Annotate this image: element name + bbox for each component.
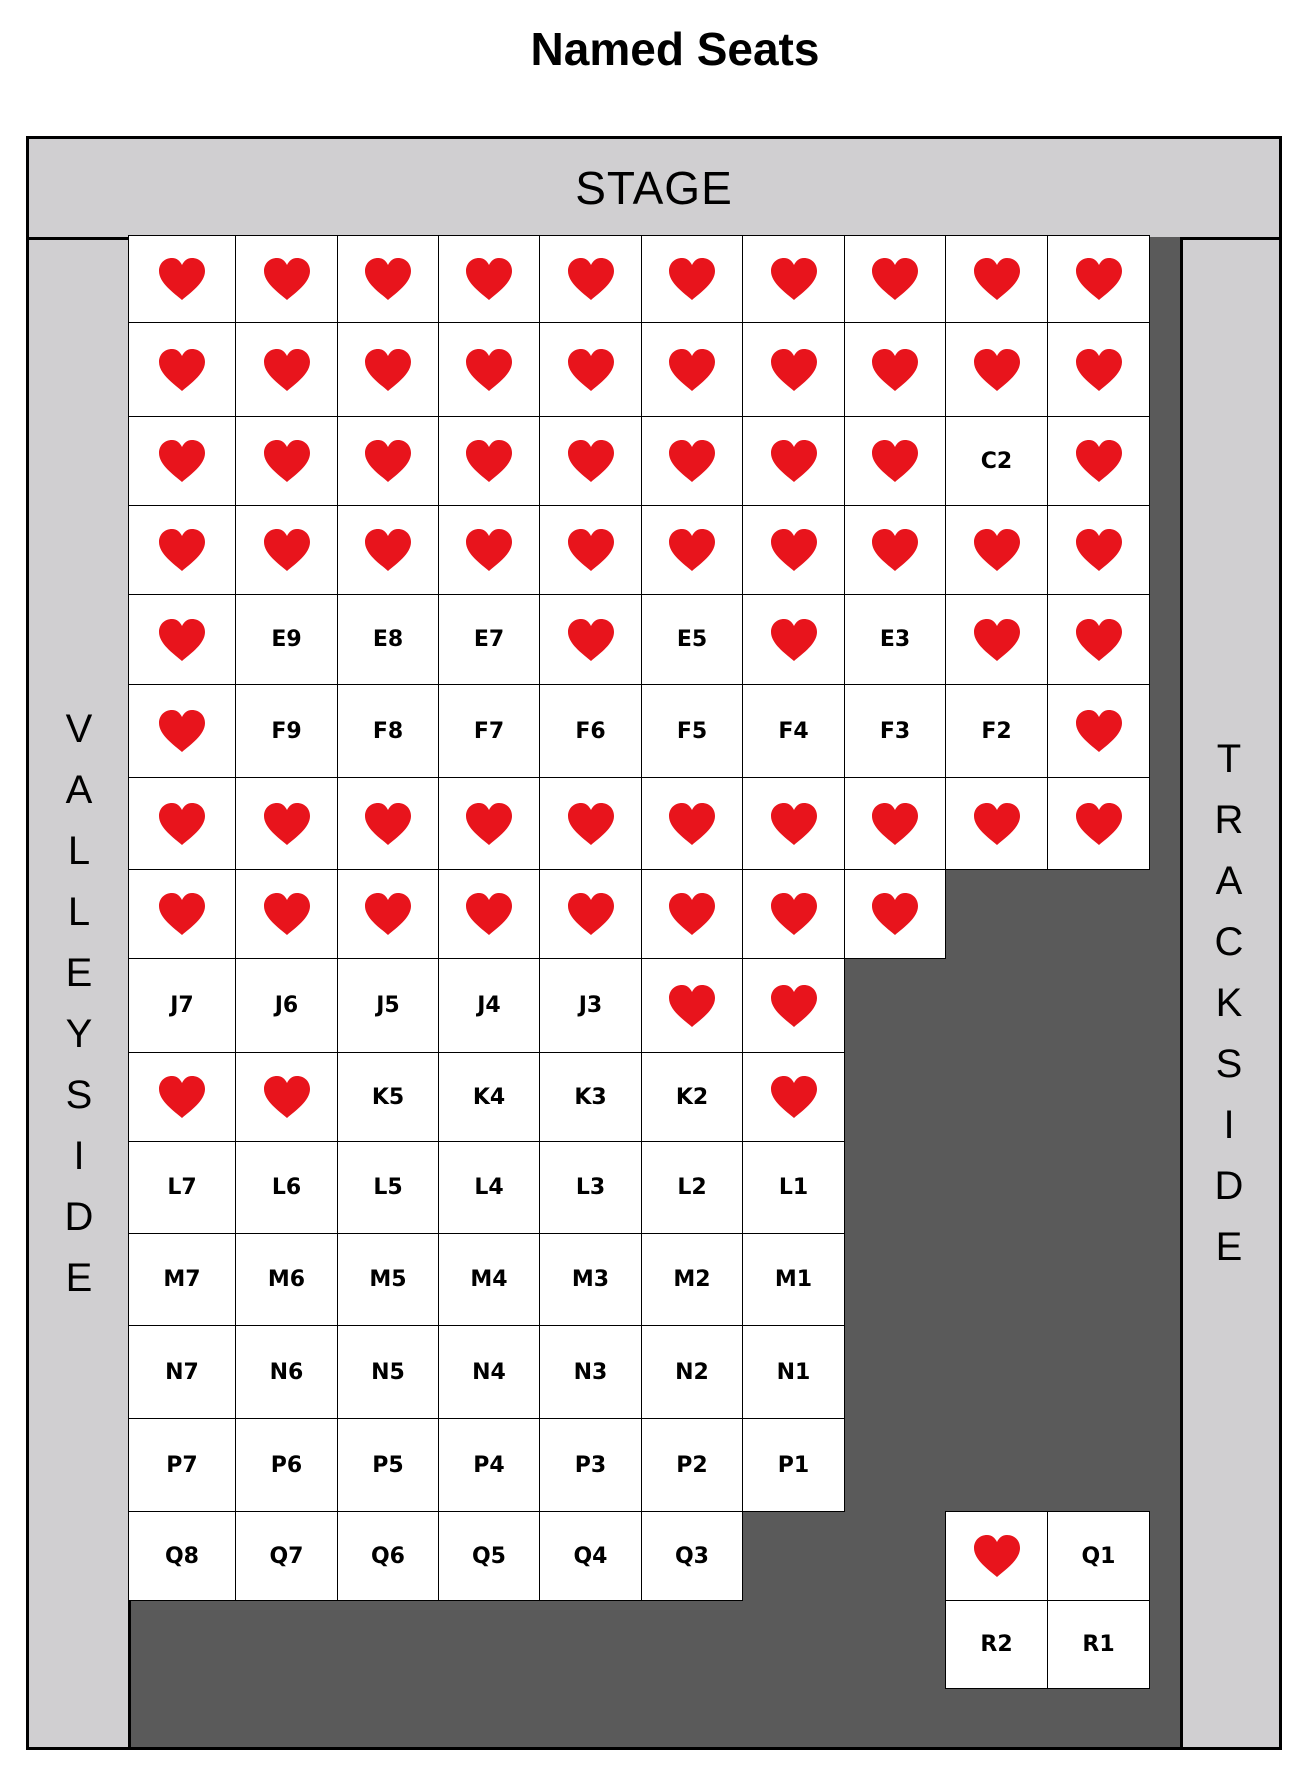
side-letter: R <box>1214 798 1244 842</box>
side-letter: Y <box>65 1012 93 1056</box>
heart-icon <box>768 1074 820 1120</box>
seat-label: L2 <box>677 1175 707 1200</box>
heart-icon <box>971 347 1023 393</box>
side-letter: A <box>1215 859 1243 903</box>
seat-label: P5 <box>372 1452 404 1478</box>
seat-named-D-10[interactable] <box>1047 505 1150 595</box>
seat-label: E9 <box>271 627 302 652</box>
heart-icon <box>768 891 820 937</box>
seat-named-A-6[interactable] <box>641 235 743 323</box>
heart-icon <box>666 256 718 302</box>
seat-named-C-4[interactable] <box>438 416 540 506</box>
seat-label: K4 <box>472 1084 506 1110</box>
seat-available[interactable] <box>438 1325 540 1419</box>
seat-named-K-2[interactable] <box>235 1052 338 1142</box>
seat-named-A-3[interactable] <box>337 235 439 323</box>
heart-icon <box>565 891 617 937</box>
seat-available[interactable] <box>641 594 743 685</box>
seat-label: L6 <box>271 1175 302 1200</box>
seat-named-C-3[interactable] <box>337 416 439 506</box>
seat-named-F-10[interactable] <box>1047 684 1150 778</box>
seat-named-D-1[interactable] <box>128 505 236 595</box>
seat-available[interactable] <box>742 1418 845 1512</box>
seat-named-B-3[interactable] <box>337 322 439 417</box>
seat-label: J7 <box>170 993 194 1018</box>
seat-named-C-5[interactable] <box>539 416 642 506</box>
seat-available[interactable] <box>235 684 338 778</box>
heart-icon <box>362 801 414 847</box>
heart-icon <box>971 617 1023 663</box>
seat-available[interactable] <box>235 1418 338 1512</box>
seat-available[interactable] <box>438 1233 540 1326</box>
seat-label: K3 <box>574 1084 607 1110</box>
seat-label: M5 <box>369 1267 407 1292</box>
side-letter: C <box>1214 920 1244 964</box>
side-letter: T <box>1216 737 1242 781</box>
heart-icon <box>869 347 921 393</box>
seat-available[interactable] <box>539 1052 642 1142</box>
heart-icon <box>1073 527 1125 573</box>
seat-label: Q6 <box>370 1543 405 1569</box>
heart-icon <box>156 347 208 393</box>
seat-named-A-4[interactable] <box>438 235 540 323</box>
heart-icon <box>666 347 718 393</box>
heart-icon <box>362 347 414 393</box>
seat-named-H-8[interactable] <box>844 869 946 959</box>
seat-label: Q5 <box>471 1543 506 1569</box>
side-letter: A <box>65 768 93 812</box>
seat-available[interactable] <box>337 958 439 1053</box>
seat-named-E-9[interactable] <box>945 594 1048 685</box>
seat-label: Q3 <box>674 1543 709 1569</box>
heart-icon <box>463 256 515 302</box>
heart-icon <box>869 256 921 302</box>
seat-named-B-9[interactable] <box>945 322 1048 417</box>
seat-named-G-2[interactable] <box>235 777 338 870</box>
heart-icon <box>362 438 414 484</box>
heart-icon <box>565 801 617 847</box>
heart-icon <box>156 527 208 573</box>
heart-icon <box>1073 708 1125 754</box>
seat-named-G-7[interactable] <box>742 777 845 870</box>
seat-available[interactable] <box>742 1325 845 1419</box>
seat-available[interactable] <box>742 1233 845 1326</box>
seat-label: L5 <box>373 1175 403 1200</box>
heart-icon <box>362 891 414 937</box>
seat-available[interactable] <box>539 1233 642 1326</box>
seat-label: M3 <box>571 1267 610 1292</box>
heart-icon <box>463 527 515 573</box>
seat-named-D-9[interactable] <box>945 505 1048 595</box>
seat-named-C-1[interactable] <box>128 416 236 506</box>
seat-named-A-7[interactable] <box>742 235 845 323</box>
heart-icon <box>156 891 208 937</box>
seat-available[interactable] <box>337 1325 439 1419</box>
seat-label: Q4 <box>573 1543 608 1569</box>
seat-available[interactable] <box>945 684 1048 778</box>
heart-icon <box>1073 347 1125 393</box>
heart-icon <box>156 1074 208 1120</box>
heart-icon <box>666 438 718 484</box>
side-letter: S <box>65 1073 93 1117</box>
heart-icon <box>156 438 208 484</box>
seat-label: E5 <box>676 627 708 652</box>
seat-available[interactable] <box>641 1511 743 1601</box>
seat-available[interactable] <box>128 958 236 1053</box>
seat-available[interactable] <box>539 1418 642 1512</box>
seat-named-E-1[interactable] <box>128 594 236 685</box>
seat-label: L4 <box>474 1175 504 1200</box>
side-letter: D <box>64 1195 94 1239</box>
seat-named-D-6[interactable] <box>641 505 743 595</box>
seat-named-E-5[interactable] <box>539 594 642 685</box>
seat-named-B-6[interactable] <box>641 322 743 417</box>
seat-available[interactable] <box>438 1141 540 1234</box>
side-letter: I <box>73 1134 85 1178</box>
heart-icon <box>261 256 313 302</box>
seat-named-H-6[interactable] <box>641 869 743 959</box>
seat-named-B-1[interactable] <box>128 322 236 417</box>
seat-named-H-7[interactable] <box>742 869 845 959</box>
stage-label: STAGE <box>29 139 1279 240</box>
side-letter: E <box>1215 1225 1243 1269</box>
seat-named-Q-9[interactable] <box>945 1511 1048 1601</box>
heart-icon <box>362 256 414 302</box>
page-title: Named Seats <box>530 23 820 75</box>
heart-icon <box>362 527 414 573</box>
seat-label: N1 <box>776 1359 811 1385</box>
heart-icon <box>666 983 718 1029</box>
heart-icon <box>565 617 617 663</box>
track-side-label <box>1179 729 1279 1278</box>
seat-available[interactable] <box>128 1511 236 1601</box>
seat-named-G-9[interactable] <box>945 777 1048 870</box>
side-letter: V <box>65 707 93 751</box>
heart-icon <box>156 801 208 847</box>
seat-label: J6 <box>274 993 299 1018</box>
heart-icon <box>261 1074 313 1120</box>
heart-icon <box>768 801 820 847</box>
seat-label: M4 <box>470 1267 508 1292</box>
heart-icon <box>768 256 820 302</box>
heart-icon <box>261 527 313 573</box>
seat-available[interactable] <box>128 1233 236 1326</box>
seat-label: M2 <box>673 1267 711 1292</box>
heart-icon <box>666 527 718 573</box>
seat-available[interactable] <box>235 1325 338 1419</box>
seat-named-G-3[interactable] <box>337 777 439 870</box>
heart-icon <box>768 527 820 573</box>
heart-icon <box>666 891 718 937</box>
seat-label: P2 <box>676 1452 708 1478</box>
seat-available[interactable] <box>539 1141 642 1234</box>
side-letter: D <box>1214 1164 1244 1208</box>
seat-available[interactable] <box>438 1511 540 1601</box>
seat-named-G-8[interactable] <box>844 777 946 870</box>
seat-label: J3 <box>578 993 603 1018</box>
seat-named-K-7[interactable] <box>742 1052 845 1142</box>
seat-label: N7 <box>165 1359 199 1385</box>
seat-named-G-5[interactable] <box>539 777 642 870</box>
seat-named-H-5[interactable] <box>539 869 642 959</box>
seat-label: N5 <box>371 1359 405 1385</box>
heart-icon <box>565 347 617 393</box>
side-letter: K <box>1215 981 1243 1025</box>
seat-available[interactable] <box>844 594 946 685</box>
seat-named-G-10[interactable] <box>1047 777 1150 870</box>
side-letter: E <box>65 951 93 995</box>
seat-available[interactable] <box>235 594 338 685</box>
seat-named-D-7[interactable] <box>742 505 845 595</box>
heart-icon <box>666 801 718 847</box>
heart-icon <box>768 347 820 393</box>
heart-icon <box>156 708 208 754</box>
heart-icon <box>261 891 313 937</box>
seat-available[interactable] <box>641 1325 743 1419</box>
side-letter: E <box>65 1256 93 1300</box>
seat-available[interactable] <box>438 958 540 1053</box>
seat-named-B-8[interactable] <box>844 322 946 417</box>
heart-icon <box>261 438 313 484</box>
seat-available[interactable] <box>128 1141 236 1234</box>
seat-available[interactable] <box>438 594 540 685</box>
seat-label: N6 <box>269 1359 304 1385</box>
seat-available[interactable] <box>235 1233 338 1326</box>
seat-available[interactable] <box>641 684 743 778</box>
heart-icon <box>261 801 313 847</box>
heart-icon <box>768 438 820 484</box>
heart-icon <box>156 256 208 302</box>
heart-icon <box>971 256 1023 302</box>
seat-available[interactable] <box>1047 1600 1150 1689</box>
seat-available[interactable] <box>641 1052 743 1142</box>
seat-label: N4 <box>472 1359 506 1385</box>
side-letter: S <box>1215 1042 1243 1086</box>
seat-available[interactable] <box>235 1141 338 1234</box>
seat-named-A-2[interactable] <box>235 235 338 323</box>
seat-label: F2 <box>981 718 1012 744</box>
seat-label: N3 <box>573 1359 608 1385</box>
seat-available[interactable] <box>337 594 439 685</box>
heart-icon <box>971 527 1023 573</box>
seat-named-G-4[interactable] <box>438 777 540 870</box>
seat-named-K-1[interactable] <box>128 1052 236 1142</box>
seat-label: J5 <box>376 993 400 1018</box>
seat-label: F7 <box>473 718 505 744</box>
heart-icon <box>869 527 921 573</box>
seat-named-H-2[interactable] <box>235 869 338 959</box>
seat-available[interactable] <box>539 1511 642 1601</box>
seat-available[interactable] <box>742 1141 845 1234</box>
heart-icon <box>1073 256 1125 302</box>
heart-icon <box>768 617 820 663</box>
seat-named-A-10[interactable] <box>1047 235 1150 323</box>
seat-label: F8 <box>372 718 404 744</box>
heart-icon <box>869 801 921 847</box>
valley-side-label <box>29 699 129 1309</box>
seat-named-J-6[interactable] <box>641 958 743 1053</box>
seat-grid <box>128 235 1177 1750</box>
seat-named-E-7[interactable] <box>742 594 845 685</box>
heart-icon <box>156 617 208 663</box>
seat-label: E7 <box>473 627 505 652</box>
seat-available[interactable] <box>1047 1511 1150 1601</box>
seat-named-C-10[interactable] <box>1047 416 1150 506</box>
seat-named-B-2[interactable] <box>235 322 338 417</box>
seat-available[interactable] <box>539 958 642 1053</box>
seat-label: F6 <box>575 718 606 744</box>
seat-label: M1 <box>774 1267 813 1292</box>
seat-named-F-1[interactable] <box>128 684 236 778</box>
heart-icon <box>971 1533 1023 1579</box>
seat-available[interactable] <box>438 684 540 778</box>
seat-available[interactable] <box>337 684 439 778</box>
seat-label: Q8 <box>164 1543 199 1569</box>
seat-available[interactable] <box>337 1511 439 1601</box>
seat-label: C2 <box>980 448 1013 474</box>
seat-available[interactable] <box>337 1052 439 1142</box>
seat-named-B-10[interactable] <box>1047 322 1150 417</box>
side-letter: I <box>1223 1103 1235 1147</box>
heart-icon <box>1073 801 1125 847</box>
seat-label: M7 <box>163 1267 201 1292</box>
heart-icon <box>463 438 515 484</box>
seat-named-C-8[interactable] <box>844 416 946 506</box>
seat-named-H-3[interactable] <box>337 869 439 959</box>
seat-available[interactable] <box>235 958 338 1053</box>
seat-label: L1 <box>778 1175 809 1200</box>
seat-available[interactable] <box>641 1418 743 1512</box>
seat-available[interactable] <box>945 416 1048 506</box>
seat-label: P6 <box>270 1452 303 1478</box>
heart-icon <box>869 891 921 937</box>
seat-available[interactable] <box>337 1141 439 1234</box>
heart-icon <box>1073 617 1125 663</box>
seat-named-C-2[interactable] <box>235 416 338 506</box>
heart-icon <box>565 256 617 302</box>
seat-named-D-5[interactable] <box>539 505 642 595</box>
seat-named-H-1[interactable] <box>128 869 236 959</box>
seat-available[interactable] <box>438 1052 540 1142</box>
seat-named-H-4[interactable] <box>438 869 540 959</box>
seat-named-D-4[interactable] <box>438 505 540 595</box>
seat-label: Q7 <box>269 1543 304 1569</box>
seat-named-A-1[interactable] <box>128 235 236 323</box>
seat-named-D-2[interactable] <box>235 505 338 595</box>
seat-available[interactable] <box>337 1233 439 1326</box>
seat-named-A-9[interactable] <box>945 235 1048 323</box>
heart-icon <box>869 438 921 484</box>
seat-named-C-6[interactable] <box>641 416 743 506</box>
heart-icon <box>261 347 313 393</box>
heart-icon <box>463 347 515 393</box>
seat-named-A-5[interactable] <box>539 235 642 323</box>
heart-icon <box>768 983 820 1029</box>
seat-label: K5 <box>371 1084 405 1110</box>
seat-label: P4 <box>473 1452 505 1478</box>
seat-named-J-7[interactable] <box>742 958 845 1053</box>
seat-named-C-7[interactable] <box>742 416 845 506</box>
seat-named-D-8[interactable] <box>844 505 946 595</box>
seat-available[interactable] <box>337 1418 439 1512</box>
seat-label: R1 <box>1082 1632 1115 1657</box>
seat-label: P7 <box>166 1452 198 1478</box>
seat-available[interactable] <box>438 1418 540 1512</box>
seat-label: J4 <box>477 993 501 1018</box>
seat-named-B-4[interactable] <box>438 322 540 417</box>
side-letter: L <box>67 829 91 873</box>
seat-available[interactable] <box>128 1418 236 1512</box>
seat-available[interactable] <box>235 1511 338 1601</box>
seat-named-G-6[interactable] <box>641 777 743 870</box>
heart-icon <box>463 891 515 937</box>
seat-available[interactable] <box>945 1600 1048 1689</box>
seat-available[interactable] <box>539 684 642 778</box>
seat-named-G-1[interactable] <box>128 777 236 870</box>
seat-label: E3 <box>879 627 911 652</box>
seat-label: F9 <box>271 718 302 744</box>
seat-available[interactable] <box>128 1325 236 1419</box>
heart-icon <box>565 527 617 573</box>
seat-named-A-8[interactable] <box>844 235 946 323</box>
seat-available[interactable] <box>742 684 845 778</box>
seat-label: L7 <box>167 1175 197 1200</box>
seat-label: F3 <box>879 718 911 744</box>
seat-label: F4 <box>778 718 809 744</box>
seat-label: R2 <box>980 1632 1013 1657</box>
seat-available[interactable] <box>539 1325 642 1419</box>
seat-named-E-10[interactable] <box>1047 594 1150 685</box>
heart-icon <box>1073 438 1125 484</box>
seat-label: F5 <box>676 718 708 744</box>
seat-available[interactable] <box>641 1233 743 1326</box>
seat-label: L3 <box>575 1175 606 1200</box>
seat-label: N2 <box>675 1359 709 1385</box>
seat-label: P3 <box>574 1452 607 1478</box>
seat-label: Q1 <box>1081 1543 1116 1569</box>
seat-named-B-5[interactable] <box>539 322 642 417</box>
seat-label: K2 <box>675 1084 709 1110</box>
seat-available[interactable] <box>641 1141 743 1234</box>
heart-icon <box>463 801 515 847</box>
seat-named-B-7[interactable] <box>742 322 845 417</box>
seat-available[interactable] <box>844 684 946 778</box>
seat-label: M6 <box>267 1267 306 1292</box>
seat-label: E8 <box>372 627 404 652</box>
heart-icon <box>565 438 617 484</box>
side-letter: L <box>67 890 91 934</box>
seat-label: P1 <box>777 1452 810 1478</box>
seat-named-D-3[interactable] <box>337 505 439 595</box>
heart-icon <box>971 801 1023 847</box>
